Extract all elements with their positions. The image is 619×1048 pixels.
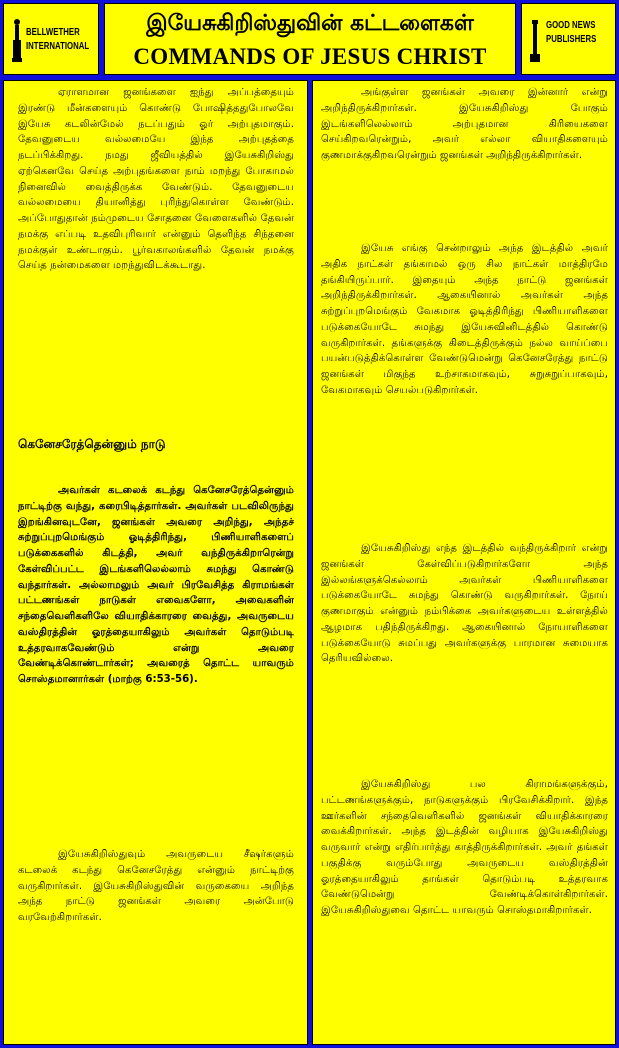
right-paragraph-2 — [321, 241, 608, 399]
title-banner — [104, 3, 516, 75]
right-column — [312, 80, 616, 1045]
right-paragraph-2-text: இயேசு எங்கு சென்றாலும் அந்த இடத்தில் அவர் அதிக நாட்கள் தங்காமல் ஒரு சில நாட்கள் மாத்திரமே தங்கியிருப்பார். இதையும் அந்த நாட்டு ஜனங்கள் அறிந்திருக்கிறார்கள். ஆகையினால் அவர்கள் அந்த சுற்றுப்புறமெங்கும் வேகமாக ஓடித்திரிந்து பிணியாளிகளை படுக்கையோடே சுமந்து இயேசுவினிடத்தில் கொண்டு வருகிறார்கள். தங்களுக்கு கிடைத்திருக்கும் நல்ல வாய்ப்பை பயன்படுத்திக்கொள்ள வேண்டுமென்று கெனேசரேத்து நாட்டு ஜனங்கள் மிகுந்த உற்சாகமாகவும், சுறுசுறுப்பாகவும், வேகமாகவும் செயல்படுகிறார்கள். — [321, 243, 608, 396]
left-paragraph-1 — [18, 85, 294, 274]
left-paragraph-3 — [18, 847, 294, 926]
left-paragraph-2 — [18, 483, 294, 688]
left-column — [3, 80, 308, 1045]
section-heading: கெனேசரேத்தென்னும் நாடு — [18, 437, 166, 451]
logo-left-line1: BELLWETHER — [26, 27, 80, 38]
scroll-figure-icon — [530, 18, 540, 64]
bellwether-logo — [3, 3, 99, 75]
right-paragraph-3 — [321, 541, 608, 667]
right-paragraph-3-text: இயேசுகிறிஸ்து எந்த இடத்தில் வந்திருக்கிறார் என்று ஜனங்கள் கேள்விப்படுகிறார்களோ அந்த இல்லங்களுக்கெல்லாம் அவர்கள் பிணியாளிகளை படுக்கையோடே சுமந்து கொண்டு வருகிறார்கள். நோய் குணமாகும் என்னும் நம்பிக்கை அவர்களுடைய உள்ளத்தில் ஆழமாக பதிந்திருக்கிறது. ஆகையினால் நோயாளிகளை படுக்கையோடு சுமப்பது அவர்களுக்கு பாரமான சுமையாக தெரியவில்லை. — [321, 543, 608, 665]
right-paragraph-4-text: இயேசுகிறிஸ்து பல கிராமங்களுக்கும், பட்டணங்களுக்கும், நாடுகளுக்கும் பிரவேசிக்கிறார். இந்த ஊர்களின் சந்தைவெளிகளில் ஜனங்கள் வியாதிக்காரரை வைக்கிறார்கள். அந்த இடத்தின் வழியாக இயேசுகிறிஸ்து வருவார் என்று எதிர்பார்த்து காத்திருக்கிறார்கள். அவர் தங்கள் பகுதிக்கு வரும்போது அவருடைய வஸ்திரத்தின் ஓரத்தையாகிலும் தாங்கள் தொடும்படி உத்தரவாக வேண்டுமென்று வேண்டிக்கொள்கிறார்கள். இயேசுகிறிஸ்துவை தொட்ட யாவரும் சொஸ்தமாகிறார்கள். — [321, 779, 608, 916]
page-title-english: COMMANDS OF JESUS CHRIST — [133, 44, 487, 69]
logo-right-line2: PUBLISHERS — [546, 34, 597, 45]
logo-left-line2: INTERNATIONAL — [26, 41, 90, 52]
right-paragraph-4 — [321, 777, 608, 919]
left-paragraph-1-text: ஏராளமான ஜனங்களை ஐந்து அப்பத்தையும் இரண்டு மீன்களையும் கொண்டு போஷித்ததுபோலவே இயேசு கடலின்மேல் நடப்பதும் ஓர் அற்புதமாகும். தேவனுடைய வல்லமையே இந்த அற்புதத்தை நடப்பிக்கிறது. நமது ஜீவியத்தில் இயேசுகிறிஸ்து ஏற்கெனவே செய்த அற்புதங்களை நாம் மறந்து போகாமல் நினைவில் வைத்திருக்க வேண்டும். தேவனுடைய வல்லமையை தியானித்து புரிந்துகொள்ள வேண்டும். அப்போதுதான் நம்முடைய சோதனை வேளைகளில் தேவன் நமக்கு எப்படி உதவிபுரிவார் என்னும் தெளிந்த சிந்தனை நமக்குள் உண்டாகும். பூர்வகாலங்களில் தேவன் நமக்கு செய்த நன்மைகளை மறந்துவிடக்கூடாது. — [18, 87, 294, 272]
right-paragraph-1 — [321, 85, 608, 164]
good-news-publishers-logo — [521, 3, 616, 75]
left-paragraph-2-text: அவர்கள் கடலைக் கடந்து கெனேசரேத்தென்னும் நாட்டிற்கு வந்து, கரைபிடித்தார்கள். அவர்கள் படவிலிருந்து இறங்கினவுடனே, ஜனங்கள் அவரை அறிந்து, அந்தச் சுற்றுப்புறமெங்கும் ஓடித்திரிந்து, பிணியாளிகளைப் படுக்கைகளில் கிடத்தி, அவர் வந்திருக்கிறாரென்று கேள்விப்பட்ட இடங்களிலெல்லாம் சுமந்து கொண்டு வந்தார்கள். அல்லாமலும் அவர் பிரவேசித்த கிராமங்கள் பட்டணங்கள் நாடுகள் எவைகளோ, அவைகளின் சந்தைவெளிகளிலே வியாதிக்காரரை வைத்து, அவருடைய வஸ்திரத்தின் ஓரத்தையாகிலும் அவர்கள் தொடும்படி உத்தரவாகவேண்டும் என்று அவரை வேண்டிக்கொண்டார்கள்; அவரைத் தொட்ட யாவரும் சொஸ்தமானார்கள் (மாற்கு 6:53-56). — [18, 485, 294, 685]
left-paragraph-3-text: இயேசுகிறிஸ்துவும் அவருடைய சீஷர்களும் கடலைக் கடந்து கெனேசரேத்து என்னும் நாட்டிற்கு வருகிறார்கள். இயேசுகிறிஸ்துவின் வருகையை அறிந்த அந்த நாட்டு ஜனங்கள் அவரை அன்போடு வரவேற்கிறார்கள். — [18, 849, 294, 923]
logo-right-line1: GOOD NEWS — [546, 20, 596, 31]
right-paragraph-1-text: அங்குள்ள ஜனங்கள் அவரை இன்னார் என்று அறிந்திருக்கிறார்கள். இயேசுகிறிஸ்து போகும் இடங்களிலெல்லாம் அற்புதமான கிரியைகளை செய்கிறவரென்றும், அவர் எல்லா வியாதிகளையும் குணமாக்குகிறவரென்றும் ஜனங்கள் அறிந்திருக்கிறார்கள். — [321, 87, 608, 161]
shepherd-figure-icon — [12, 18, 22, 64]
page-title-tamil: இயேசுகிறிஸ்துவின் கட்டளைகள் — [146, 11, 474, 36]
